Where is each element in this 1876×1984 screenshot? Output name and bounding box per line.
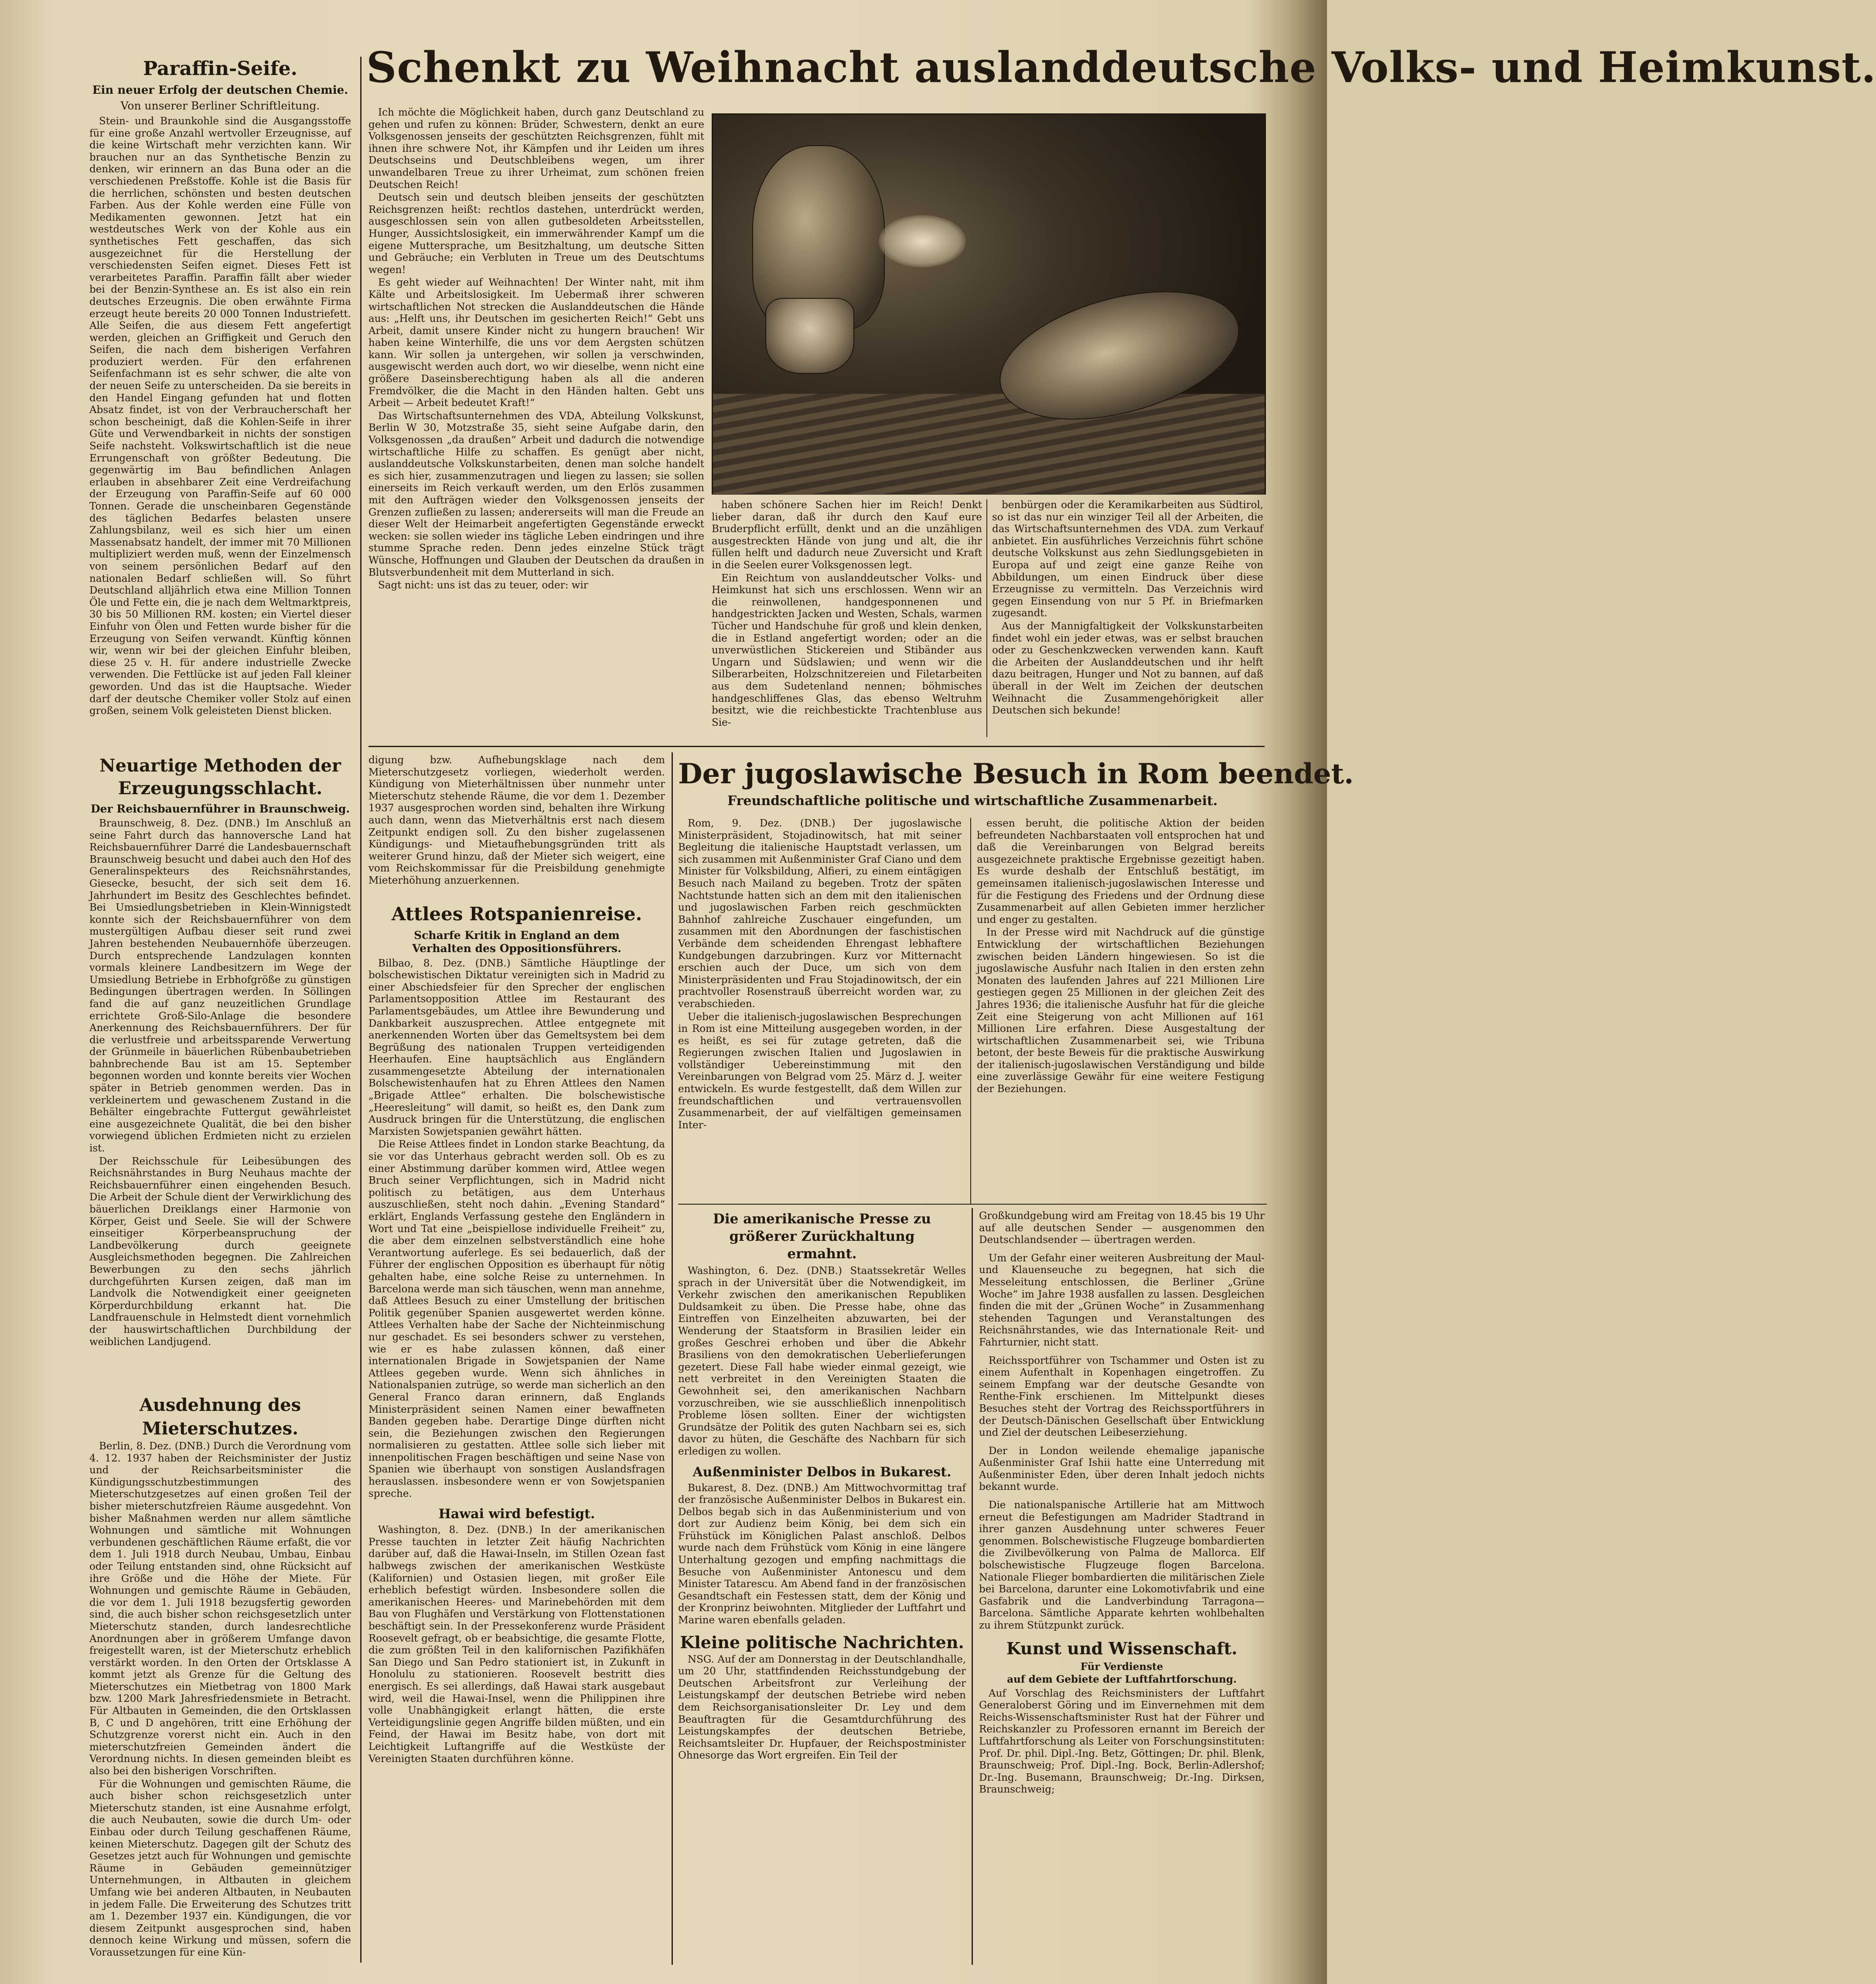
- jugoslawisch-paragraph: In der Presse wird mit Nachdruck auf die günstige Entwicklung der wirtschaftlichen Beziehungen zwischen beiden Ländern hingewiesen. So ist die jugoslawische Ausfuhr nach Italien in den ersten zehn Monaten des laufenden Jahres auf 221 Millionen Lire gestiegen gegen 25 Millionen in der gleichen Zeit des Jahres 1936; die italienische Ausfuhr hat für die gleiche Zeit eine Steigerung von acht Millionen auf 161 Millionen Lire erfahren. Diese Ausgestaltung der wirtschaftlichen Zusammenarbeit sei, wie Tribuna betont, der beste Beweis für die praktische Auswirkung der italienisch-jugoslawischen Verständigung und bilde eine zuverlässige Gewähr für eine weitere Festigung der Beziehungen.: [977, 927, 1265, 1095]
- weihnacht-paragraph: benbürgen oder die Keramikarbeiten aus Südtirol, so ist das nur ein winziger Teil all der Arbeiten, die das Wirtschaftsunternehmen des VDA. zum Verkauf anbietet. Ein ausführliches Verzeichnis führt schöne deutsche Volkskunst aus zehn Siedlungsgebieten in Europa auf und zeigt eine ganze Reihe von Abbildungen, um einen Eindruck über diese Erzeugnisse zu vermitteln. Das Verzeichnis wird gegen Einsendung von nur 5 Pf. in Briefmarken zugesandt.: [992, 499, 1263, 619]
- column-rule: [360, 57, 362, 750]
- kleine-title: Kleine politische Nachrichten.: [680, 1632, 964, 1652]
- kunst-subtitle-1: Für Verdienste: [1080, 1660, 1163, 1673]
- weihnacht-column-3: [992, 499, 1263, 737]
- paraffin-title: Paraffin-Seife.: [143, 58, 297, 80]
- amerikanische-paragraph: Washington, 6. Dez. (DNB.) Staatssekretär Welles sprach in der Universität über die Notwendigkeit, im Verkehr zwischen den amerikanischen Republiken Duldsamkeit zu üben. Die Presse habe, ohne das Eintreffen von Einzelheiten abzuwarten, bei der Wenderung der Staatsform in Brasilien leider ein großes Geschrei erhoben und über die Abkehr Brasiliens von den demokratischen Ueberlieferungen gezetert. Diese Fall habe wieder einmal gezeigt, wie nett verbreitet in den Vereinigten Staaten die Gewohnheit sei, den amerikanischen Nachbarn vorzuschreiben, wie sie ausschließlich innenpolitisch Probleme lösen sollten. Einer der wichtigsten Grundsätze der Politik des guten Nachbarn sei es, sich davor zu hüten, die Geschäfte des Nachbarn für sich erledigen zu wollen.: [678, 1265, 966, 1457]
- section-rule: [368, 746, 1265, 747]
- paraffin-paragraph: Stein- und Braunkohle sind die Ausgangsstoffe für eine große Anzahl wertvoller Erzeugnisse, auf die keine Wirtschaft mehr verzichten kann. Wir brauchen nur an das Synthetische Benzin zu denken, wir erinnern an das Buna oder an die verschiedenen Preßstoffe. Kohle ist die Basis für die herrlichen, schönsten und besten deutschen Farben. Aus der Kohle werden eine Fülle von Medikamenten gewonnen. Jetzt hat ein westdeutsches Werk von der Kohle aus ein synthetisches Fett geschaffen, das sich ausgezeichnet für die Herstellung der verschiedensten Seifen eignet. Dieses Fett ist verarbeitetes Paraffin. Paraffin fällt aber wieder bei der Benzin-Synthese an. Es ist also ein rein deutsches Erzeugnis. Die oben erwähnte Firma erzeugt heute bereits 20 000 Tonnen Industriefett. Alle Seifen, die aus diesem Fett angefertigt werden, gleichen an Griffigkeit und Geruch den Seifen, die nach dem bisherigen Verfahren produziert werden. Für den erfahrenen Seifenfachmann ist es sehr schwer, die alte von der neuen Seife zu unterscheiden. Da sie bereits in den Handel Eingang gefunden hat und flotten Absatz findet, ist von der Verbraucherschaft her schon bescheinigt, daß die Kohlen-Seife in ihrer Güte und Verwendbarkeit in nichts der sonstigen Seife nachsteht. Volkswirtschaftlich ist die neue Errungenschaft von größter Bedeutung. Die gegenwärtig im Bau befindlichen Anlagen erlauben in absehbarer Zeit eine Verdreifachung der Erzeugung von Paraffin-Seife auf 60 000 Tonnen. Gerade die unscheinbaren Gegenstände des täglichen Bedarfes belasten unsere Zahlungsbilanz, weil es sich hier um einen Massenabsatz handelt, der immer mit 70 Millionen multipliziert werden muß, wenn der Einzelmensch von seinem persönlichen Bedarf auf den nationalen Bedarf schließen will. So führt Deutschland alljährlich etwa eine Million Tonnen Öle und Fette ein, die je nach dem Weltmarktpreis, 30 bis 50 Millionen RM. kosten; ein Viertel dieser Einfuhr von Ölen und Fetten wurde bisher für die Erzeugung von Seifen verwandt. Künftig können wir, wenn wir bei der gleichen Einfuhr bleiben, diese 25 v. H. für andere industrielle Zwecke verwenden. Die Fettlücke ist auf jeden Fall kleiner geworden. Und das ist die Hauptsache. Wieder darf der deutsche Chemiker voller Stolz auf einen großen, seinem Volk geleisteten Dienst blicken.: [89, 116, 351, 717]
- middle-column: [368, 755, 665, 1967]
- delbos-paragraph: Bukarest, 8. Dez. (DNB.) Am Mittwochvormittag traf der französische Außenminister Delbos in Bukarest ein. Delbos begab sich in das Außenministerium und von dort zur Audienz beim König, bei dem sich ein Frühstück im Königlichen Palast anschloß. Delbos wurde nach dem Frühstück vom König in eine längere Unterhaltung gezogen und empfing nachmittags die Besuche von Außenminister Antonescu und dem Minister Tatarescu. Am Abend fand in der französischen Gesandtschaft ein Festessen statt, dem der König und der Kronprinz beiwohnten. Mitglieder der Luftfahrt und Marine waren ebenfalls geladen.: [678, 1482, 966, 1626]
- paraffin-subtitle: Ein neuer Erfolg der deutschen Chemie.: [92, 84, 348, 97]
- weihnacht-paragraph: Aus der Mannigfaltigkeit der Volkskunstarbeiten findet wohl ein jeder etwas, was er selbst brauchen oder zu Geschenkzwecken verwenden kann. Kauft die Arbeiten der Auslanddeutschen und ihr helft dazu beitragen, Hunger und Not zu bannen, auf daß überall in der Welt im Zeichen der deutschen Weihnacht die Zusammengehörigkeit aller Deutschen sich bekunde!: [992, 620, 1263, 717]
- weihnacht-column-1: [368, 107, 704, 739]
- attlee-paragraph: Die Reise Attlees findet in London starke Beachtung, da sie vor das Unterhaus gebracht werden soll. Ob es zu einer Abstimmung darüber kommen wird, Attlee wegen Bruch seiner Verpflichtungen, sich in Madrid nicht politisch zu betätigen, aus dem Unterhaus auszuschließen, steht noch dahin. „Evening Standard“ erklärt, Englands Verfassung gestehe den Engländern in Wort und Tat eine „beispiellose individuelle Freiheit“ zu, die aber dem einzelnen selbstverständlich eine hohe Verantwortung auferlege. Es sei bedauerlich, daß der Führer der englischen Opposition es überhaupt für nötig gehalten habe, eine solche Reise zu unternehmen. In Barcelona werde man sich täuschen, wenn man annehme, daß Attlees Besuch zu einer Umstellung der britischen Politik gegenüber Spanien ausgewertet werden könne. Attlees Verhalten habe der Sache der Nichteinmischung nur geschadet. Es sei besonders schwer zu verstehen, wie er es habe zulassen können, daß einer internationalen Brigade in Sowjetspanien der Name Attlees gegeben wurde. Wenn sich ähnliches in Nationalspanien zutrüge, so werde man sicherlich an den General Franco daran erinnern, daß Englands Ministerpräsident seinen Namen einer bewaffneten Banden gegeben habe. Derartige Dinge dürften nicht sein, die Beziehungen zwischen den Regierungen normalisieren zu gestatten. Attlee solle sich lieber mit innenpolitischen Fragen beschäftigen und seine Nase von Spanien wie überhaupt von sonstigen Auslandsfragen herauslassen. insbesondere wenn er von Sowjetspanien spreche.: [368, 1139, 665, 1499]
- lower-right-column-2: [979, 1210, 1265, 1967]
- mieterschutz-continuation: digung bzw. Aufhebungsklage nach dem Mieterschutzgesetz vorliegen, wiederholt werden. Kündigung von Mieterhältnissen über nunmehr unter Mieterschutz stehende Räume, die vor dem 1. Dezember 1937 ausgesprochen worden sind, behalten ihre Wirkung auch dann, wenn das Mietverhältnis erst nach diesem Zeitpunkt endigen soll. Zu den bisher zugelassenen Kündigungs- und Mietaufhebungsgründen tritt als weiterer Grund hinzu, daß der Mieter sich weigert, eine vom Reichskommissar für die Preisbildung genehmigte Mieterhöhung anzuerkennen.: [368, 755, 665, 886]
- column-rule: [986, 499, 987, 737]
- weihnacht-column-2: [712, 499, 982, 737]
- section-rule: [678, 1204, 1267, 1205]
- mieterschutz-paragraph: Für die Wohnungen und gemischten Räume, die auch bisher schon reichsgesetzlich unter Mieterschutz standen, ist eine Ausnahme erfolgt, die auch Neubauten, sowie die durch Um- oder Einbau oder durch Teilung geschaffenen Räume, keinen Mieterschutz. Dagegen gilt der Schutz des Gesetzes jetzt auch für Wohnungen und gemischte Räume in Gebäuden gemeinnütziger Unternehmungen, in Altbauten in gleichem Umfang wie bei anderen Altbauten, in Neubauten in jedem Falle. Die Erweiterung des Schutzes tritt am 1. Dezember 1937 ein. Kündigungen, die vor diesem Zeitpunkt ausgesprochen sind, haben dennoch keine Wirkung und müssen, sofern die Voraussetzungen für eine Kün-: [89, 1778, 351, 1958]
- jugoslawisch-column-2: [977, 818, 1265, 1202]
- kunst-paragraph: Auf Vorschlag des Reichsministers der Luftfahrt Generaloberst Göring und im Einvernehmen mit dem Reichs-Wissenschaftsminister Rust hat der Führer und Reichskanzler zu Professoren ernannt im Bereich der Luftfahrtforschung als Leiter von Forschungsinstituten: Prof. Dr. phil. Dipl.-Ing. Betz, Göttingen; Dr. phil. Blenk, Braunschweig; Prof. Dipl.-Ing. Bock, Berlin-Adlershof; Dr.-Ing. Busemann, Braunschweig; Dr.-Ing. Dirksen, Braunschweig;: [979, 1687, 1265, 1796]
- kleine-paragraph: NSG. Auf der am Donnerstag in der Deutschlandhalle, um 20 Uhr, stattfindenden Reichsstundgebung der Deutschen Arbeitsfront zur Verleihung der Leistungskampf der deutschen Betriebe wird neben dem Reichsorganisationsleiter Dr. Ley und dem Beauftragten für die Gesamtdurchführung des Leistungskampfes der deutschen Betriebe, Reichsamtsleiter Dr. Hupfauer, der Reichspostminister Ohnesorge das Wort ergreifen. Ein Teil der: [678, 1653, 966, 1762]
- methoden-title: Neuartige Methoden der Erzeugungsschlacht.: [99, 755, 341, 799]
- column-rule: [970, 818, 971, 1204]
- weihnacht-paragraph: Es geht wieder auf Weihnachten! Der Winter naht, mit ihm Kälte und Arbeitslosigkeit. Im Uebermaß ihrer schweren wirtschaftlichen Not strecken die Auslanddeutschen die Hände aus: „Helft uns, ihr Deutschen im gesicherten Reich!“ Gebt uns Arbeit, damit unsere Kinder nicht zu hungern brauchen! Wir haben keine Winterhilfe, die uns vor dem Aergsten schützen kann. Wir sollen ja untergehen, wir sollen ja verschwinden, ausgewischt werden auch dort, wo wir dieselbe, wenn nicht eine größere Daseinsberechtigung haben als all die anderen Fremdvölker, die die Macht in den Händen halten. Gebt uns Arbeit — Arbeit bedeutet Kraft!“: [368, 277, 704, 409]
- weihnacht-paragraph: Ich möchte die Möglichkeit haben, durch ganz Deutschland zu gehen und rufen zu können: Brüder, Schwestern, denkt an eure Volksgenossen jenseits der geschützten Reichsgrenzen, fühlt mit ihnen ihre schwere Not, ihr Kämpfen und ihr Leiden um ihres Deutschseins und Deutschbleibens wegen, um ihrer unwandelbaren Treue zu ihrer Urheimat, zum schönen freien Deutschen Reich!: [368, 107, 704, 191]
- jugoslawisch-paragraph: Rom, 9. Dez. (DNB.) Der jugoslawische Ministerpräsident, Stojadinowitsch, hat mit seiner Begleitung die italienische Hauptstadt verlassen, um sich zusammen mit Außenminister Graf Ciano und dem Minister für Volksbildung, Alfieri, zu einem eintägigen Besuch nach Mailand zu begeben. Trotz der späten Nachtstunde hatten sich an dem mit den italienischen und jugoslawischen Farben reich geschmückten Bahnhof zahlreiche Zuschauer eingefunden, um zusammen mit den Abordnungen der faschistischen Verbände dem scheidenden Ehrengast lebhaftere Kundgebungen darzubringen. Kurz vor Mitternacht erschien auch der Duce, um sich von dem Ministerpräsidenten und Frau Stojadinowitsch, der ein prachtvoller Rosenstrauß überreicht worden war, zu verabschieden.: [678, 818, 962, 1010]
- attlee-subtitle: Scharfe Kritik in England an dem Verhalten des Oppositionsführers.: [412, 929, 621, 955]
- kunst-title: Kunst und Wissenschaft.: [1006, 1638, 1238, 1658]
- hawai-paragraph: Washington, 8. Dez. (DNB.) In der amerikanischen Presse tauchten in letzter Zeit häufig Nachrichten darüber auf, daß die Hawai-Inseln, im Stillen Ozean fast halbwegs zwischen der amerikanischen Westküste (Kalifornien) und Ostasien liegen, mit großer Eile erheblich befestigt würden. Insbesondere sollen die amerikanischen Heeres- und Marinebehörden mit dem Bau von Flughäfen und Verstärkung von Flottenstationen beschäftigt sein. In der Pressekonferenz wurde Präsident Roosevelt gefragt, ob er beabsichtige, die gesamte Flotte, die zum größten Teil in den kalifornischen Pazifikhäfen San Diego und San Pedro stationiert ist, in Zukunft in Honolulu zu stationieren. Roosevelt bestritt dies energisch. Es sei allerdings, daß Hawai stark ausgebaut wird, weil die Hawai-Insel, wenn die Philippinen ihre volle Unabhängigkeit erlangt hätten, die erste Verteidigungslinie gegen Angriffe bilden müßten, und ein Feind, der Hawai im Besitz habe, von dort mit Leichtigkeit Luftangriffe auf die Westküste der Vereinigten Staaten durchführen könne.: [368, 1524, 665, 1765]
- amerikanische-title: Die amerikanische Presse zu größerer Zurückhaltung ermahnt.: [713, 1211, 931, 1262]
- news-item: Die nationalspanische Artillerie hat am Mittwoch erneut die Befestigungen am Madrider Stadtrand in ihrer ganzen Ausdehnung unter schweres Feuer genommen. Bolschewistische Flugzeuge bombardierten die Zivilbevölkerung von Palma de Mallorca. Elf bolschewistische Flugzeuge flogen Barcelona. Nationale Flieger bombardierten die militärischen Ziele bei Barcelona, darunter eine Lokomotivfabrik und eine Gasfabrik und die Landverbindung Tarragona—Barcelona. Sämtliche Apparate kehrten wohlbehalten zu ihrem Stützpunkt zurück.: [979, 1499, 1265, 1631]
- attlee-title: Attlees Rotspanienreise.: [391, 903, 642, 925]
- methoden-paragraph: Der Reichsschule für Leibesübungen des Reichsnährstandes in Burg Neuhaus machte der Reichsbauernführer einen eingehenden Besuch. Die Arbeit der Schule dient der Verwirklichung des bäuerlichen Dreiklangs einer Harmonie von Körper, Geist und Seele. Sie will der Schwere einseitiger Körperbeanspruchung der Landbevölkerung durch geeignete Ausgleichsmethoden begegnen. Die Zahlreichen Bewerbungen zu den sechs jährlich durchgeführten Kursen zeigen, daß man im Landvolk die Notwendigkeit einer geeigneten Körperdurchbildung erkannt hat. Die Landfrauenschule in Helmstedt dient vornehmlich der hauswirtschaftlichen Durchbildung der weiblichen Landjugend.: [89, 1155, 351, 1348]
- weihnacht-paragraph: Das Wirtschaftsunternehmen des VDA, Abteilung Volkskunst, Berlin W 30, Motzstraße 35, sieht seine Aufgabe darin, den Volksgenossen „da draußen“ Arbeit und dadurch die notwendige wirtschaftliche Hilfe zu schaffen. Es genügt aber nicht, auslanddeutsche Volkskunstarbeiten, denen man solche handelt es sich hier, zusammenzutragen und liegen zu lassen; sie sollen einerseits im Reich verkauft werden, um den Erlös zusammen mit den Aufträgen wieder den Volksgenossen jenseits der Grenzen zufließen zu lassen; andererseits will man die Freude an dieser Welt der Heimarbeit angefertigten Gegenstände erweckt wecken: sie sollen wieder ins tägliche Leben eindringen und ihre stumme Sprache reden. Denn jedes einzelne Stück trägt Wünsche, Hoffnungen und Glauben der Deutschen da draußen in Blutsverbundenheit mit dem Mutterland in sich.: [368, 410, 704, 578]
- news-item: Großkundgebung wird am Freitag von 18.45 bis 19 Uhr auf alle deutschen Sender — ausgenommen den Deutschlandsender — übertragen werden.: [979, 1210, 1265, 1246]
- jugoslawisch-subtitle: Freundschaftliche politische und wirtschaftliche Zusammenarbeit.: [727, 793, 1218, 809]
- jugoslawisch-paragraph: Ueber die italienisch-jugoslawischen Besprechungen in Rom ist eine Mitteilung ausgegeben worden, in der es heißt, es sei für zutage getreten, daß die Regierungen zwischen Italien und Jugoslawien in vollständiger Uebereinstimmung mit den Vereinbarungen von Belgrad vom 25. März d. J. weiter entwickeln. Es wurde festgestellt, daß dem Willen zur freundschaftlichen und vertrauensvollen Zusammenarbeit, der auf vielfältigen gemeinsamen Inter-: [678, 1011, 962, 1131]
- masthead: Schenkt zu Weihnacht auslanddeutsche Volks- und Heimkunst.: [366, 43, 1876, 92]
- news-item: Reichssportführer von Tschammer und Osten ist zu einem Aufenthalt in Kopenhagen eingetroffen. Zu seinem Empfang war der deutsche Gesandte von Renthe-Fink erschienen. Im Mittelpunkt dieses Besuches steht der Vortrag des Reichssportführers in der Deutsch-Dänischen Gesellschaft über Entwicklung und Ziel der deutschen Leibeserziehung.: [979, 1355, 1265, 1439]
- kunst-subtitle-2: auf dem Gebiete der Luftfahrtforschung.: [1007, 1673, 1237, 1685]
- jugoslawisch-paragraph: essen beruht, die politische Aktion der beiden befreundeten Nachbarstaaten voll entsprochen hat und daß die Vereinbarungen von Belgrad bereits ausgezeichnete praktische Ergebnisse gezeitigt haben. Es wurde deshalb der Entschluß bestätigt, im gemeinsamen italienisch-jugoslawischen Interesse und für die Festigung des Friedens und der Ordnung diese Zusammenarbeit auf allen Gebieten immer herzlicher und enger zu gestalten.: [977, 818, 1265, 925]
- paraffin-byline: Von unserer Berliner Schriftleitung.: [120, 99, 320, 112]
- weihnacht-paragraph: Sagt nicht: uns ist das zu teuer, oder: wir: [378, 580, 588, 591]
- paraffin-article: [89, 57, 351, 763]
- mieterschutz-paragraph: Berlin, 8. Dez. (DNB.) Durch die Verordnung vom 4. 12. 1937 haben der Reichsminister der Justiz und der Reichsarbeitsminister die Kündigungsschutzbestimmungen des Mieterschutzgesetzes auf einen großen Teil der bisher mieterschutzfreien Räume ausgedehnt. Von bisher Maßnahmen werden nur allem sämtliche Wohnungen und sämtliche mit Wohnungen verbundenen geschäftlichen Räume erfaßt, die vor dem 1. Juli 1918 durch Neubau, Umbau, Einbau oder Teilung entstanden sind, ohne Rücksicht auf ihre Größe und die Höhe der Miete. Für Wohnungen und gemischte Räume in Gebäuden, die vor dem 1. Juli 1918 bezugsfertig geworden sind, die auch bisher schon reichsgesetzlich unter Mieterschutz standen, durch landesrechtliche Anordnungen aber in größerem Umfange davon freigestellt waren, ist der Mieterschutz erheblich verstärkt worden. In den Orten der Ortsklasse A kommt jetzt als Grenze für die Geltung des Mieterschutzes ein Mietbetrag von 1800 Mark bzw. 1200 Mark Jahresfriedensmiete in Betracht. Für Altbauten in Gemeinden, die den Ortsklassen B, C und D angehören, tritt eine Erhöhung der Schutzgrenze vorerst nicht ein. Auch in den mieterschutzfreien Gemeinden ändert die Verordnung nichts. In diesen gemeinden bleibt es also bei den bisherigen Vorschriften.: [89, 1441, 351, 1777]
- mieterschutz-title: Ausdehnung des Mieterschutzes.: [139, 1395, 301, 1439]
- delbos-title: Außenminister Delbos in Bukarest.: [692, 1464, 952, 1480]
- methoden-article: [89, 755, 351, 1348]
- column-rule: [360, 750, 362, 1963]
- column-rule: [972, 1208, 973, 1965]
- hawai-title: Hawai wird befestigt.: [438, 1506, 595, 1522]
- weihnacht-paragraph: Ein Reichtum von auslanddeutscher Volks- und Heimkunst hat sich uns erschlossen. Wenn wir an die reinwollenen, handgesponnenen und handgestrickten Jacken und Westen, Schals, warmen Tücher und Handschuhe für groß und klein denken, die in Estland angefertigt worden; oder an die unverwüstlichen Stickereien und Stibänder aus Ungarn und Südslawien; und wenn wir die Silberarbeiten, Holzschnitzereien und Filetarbeiten aus dem Sudetenland nennen; böhmisches handgeschliffenes Glas, das ebenso Weltruhm besitzt, wie die reichbestickte Trachtenbluse aus Sie-: [712, 572, 982, 728]
- folk-art-photo: [712, 113, 1266, 495]
- attlee-paragraph: Bilbao, 8. Dez. (DNB.) Sämtliche Häuptlinge der bolschewistischen Diktatur vereinigten sich in Madrid zu einer Abschiedsfeier für den Sprecher der englischen Parlamentsopposition Attlee im Restaurant des Parlamentsgebäudes, um Attlee ihre Bewunderung und Dankbarkeit auszusprechen. Attlee entgegnete mit anerkennenden Worten über das Gemeltsystem bei dem Begrüßung des nationalen Truppen verteidigenden Heerhaufen. Eine hauptsächlich aus Engländern zusammengesetzte Abteilung der internationalen Bolschewistenhaufen hat zu Ehren Attlees den Namen „Brigade Attlee“ erhalten. Die bolschewistische „Heeresleitung“ will damit, so heißt es, den Dank zum Ausdruck bringen für die Unterstützung, die englischen Marxisten Sowjetspanien gewährt hätten.: [368, 957, 665, 1137]
- methoden-subtitle: Der Reichsbauernführer in Braunschweig.: [90, 802, 350, 815]
- news-item: Der in London weilende ehemalige japanische Außenminister Graf Ishii hatte eine Unterredung mit Außenminister Eden, über deren Inhalt jedoch nichts bekannt wurde.: [979, 1445, 1265, 1493]
- jugoslawisch-article: [678, 757, 1354, 1204]
- jugoslawisch-column-1: [678, 818, 962, 1202]
- embroidered-cloth: [713, 394, 1265, 494]
- lower-right-column-1: [678, 1210, 966, 1967]
- weihnacht-paragraph: Deutsch sein und deutsch bleiben jenseits der geschützten Reichsgrenzen heißt: rechtlos dastehen, unterdrückt werden, ausgeschlossen sein von allen gutbesoldeten Arbeitsstellen, Hunger, Aussichtslosigkeit, ein immerwährender Kampf um die eigene Muttersprache, um Besitzhaltung, um deutsche Sitten und Gebräuche; ein Verbluten in Treue um des Deutschtums wegen!: [368, 192, 704, 276]
- pottery-decoration: [879, 215, 966, 267]
- mieterschutz-article: [89, 1393, 351, 1969]
- column-rule: [672, 752, 673, 1965]
- news-item: Um der Gefahr einer weiteren Ausbreitung der Maul- und Klauenseuche zu begegnen, hat sich die Messeleitung entschlossen, die Berliner „Grüne Woche“ im Jahre 1938 ausfallen zu lassen. Desgleichen finden die mit der „Grünen Woche“ in Zusammenhang stehenden Tagungen und Veranstaltungen des Reichsnährstandes, wie das Internationale Reit- und Fahrturnier, nicht statt.: [979, 1252, 1265, 1348]
- methoden-paragraph: Braunschweig, 8. Dez. (DNB.) Im Anschluß an seine Fahrt durch das hannoversche Land hat Reichsbauernführer Darré die Landesbauernschaft Braunschweig besucht und dabei auch den Hof des Generalinspekteurs des Reichsnährstandes, Giesecke, besucht, der sich seit dem 16. Jahrhundert im Besitz des Geschlechtes befindet. Bei Umsiedlungsbetrieben in Klein-Winnigstedt konnte sich der Reichsbauernführer von dem mustergültigen Aufbau dieser seit rund zwei Jahren bestehenden Neubauernhöfe überzeugen. Durch entsprechende Landzulagen konnten vormals kleinere Landbesitzern im Wege der Umsiedlung Betriebe in Erbhofgröße zu günstigen Bedingungen übertragen werden. In Söllingen fand die auf ganz neuzeitlichen Grundlage errichtete Groß-Silo-Anlage die besondere Anerkennung des Reichsbauernführers. Der für die verlustfreie und arbeitssparende Verwertung der Grünmeile in bäuerlichen Rübenbaubetrieben bahnbrechende Bau ist am 15. September begonnen worden und konnte bereits vier Wochen später in Betrieb genommen werden. Das in verkleinertem und gewaschenem Zustand in die Behälter eingebrachte Futtergut gewährleistet eine ausgezeichnete Qualität, die bei den bisher vorwiegend üblichen Erdmieten nicht zu erzielen ist.: [89, 818, 351, 1154]
- pottery-cup: [765, 298, 854, 374]
- weihnacht-paragraph: haben schönere Sachen hier im Reich! Denkt lieber daran, daß ihr durch den Kauf eure Bruderpflicht erfüllt, denkt und an die unzähligen ausgestreckten Hände von jung und alt, die ihr füllen helft und dadurch neue Zuversicht und Kraft in die Seelen eurer Volksgenossen legt.: [712, 499, 982, 571]
- jugoslawisch-title: Der jugoslawische Besuch in Rom beendet.: [678, 758, 1354, 790]
